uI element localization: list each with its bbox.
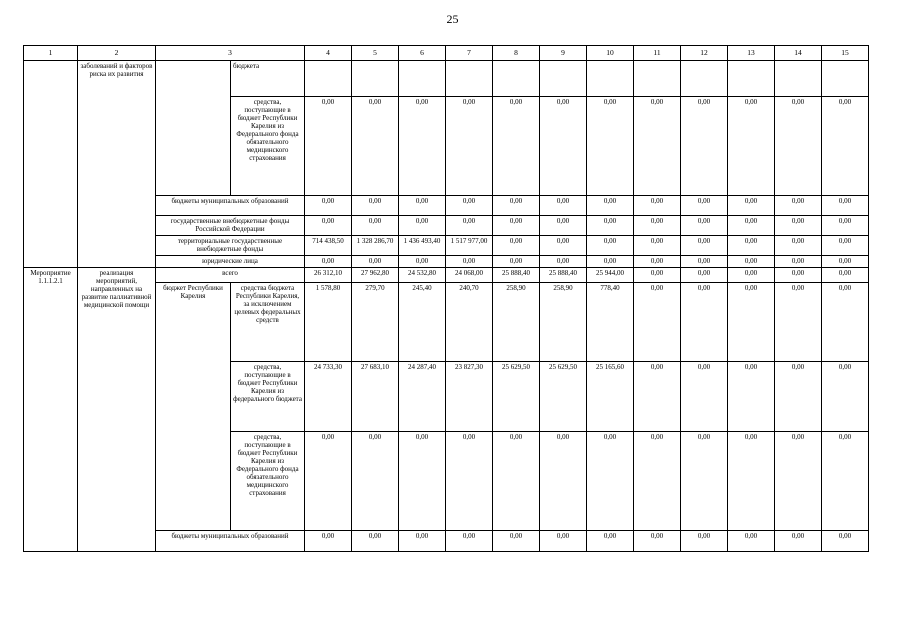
- value-cell: 0,00: [540, 216, 587, 236]
- header-cell: 2: [78, 46, 156, 61]
- value-cell: 0,00: [446, 97, 493, 196]
- value-cell: 0,00: [728, 256, 775, 268]
- value-cell: 0,00: [822, 432, 869, 531]
- value-cell: 0,00: [352, 432, 399, 531]
- value-cell: 0,00: [493, 216, 540, 236]
- table-row: [24, 268, 869, 283]
- value-cell: [399, 61, 446, 97]
- header-cell: 5: [352, 46, 399, 61]
- event-code-cell: Мероприятие 1.1.1.2.1: [24, 268, 78, 552]
- value-cell: 0,00: [822, 216, 869, 236]
- header-cell: 13: [728, 46, 775, 61]
- value-cell: 0,00: [446, 531, 493, 552]
- value-cell: 714 438,50: [305, 236, 352, 256]
- value-cell: 0,00: [634, 216, 681, 236]
- value-cell: 0,00: [399, 531, 446, 552]
- source-label: бюджеты муниципальных образований: [156, 196, 305, 216]
- value-cell: 0,00: [540, 196, 587, 216]
- value-cell: [681, 61, 728, 97]
- source-label: всего: [156, 268, 305, 283]
- value-cell: 778,40: [587, 283, 634, 362]
- value-cell: 0,00: [446, 432, 493, 531]
- header-cell: 3: [156, 46, 305, 61]
- value-cell: 0,00: [305, 97, 352, 196]
- event-name-cell: заболеваний и факторов риска их развития: [78, 61, 156, 268]
- value-cell: 0,00: [399, 196, 446, 216]
- source-label: средства, поступающие в бюджет Республики Карелия из Федерального фонда обязательного медицинского страхования: [231, 432, 305, 531]
- value-cell: 26 312,10: [305, 268, 352, 283]
- value-cell: [493, 61, 540, 97]
- value-cell: 0,00: [775, 236, 822, 256]
- value-cell: [822, 61, 869, 97]
- source-label: бюджеты муниципальных образований: [156, 531, 305, 552]
- value-cell: 0,00: [681, 432, 728, 531]
- value-cell: 0,00: [728, 362, 775, 432]
- value-cell: 0,00: [305, 531, 352, 552]
- value-cell: 24 733,30: [305, 362, 352, 432]
- event-code-cell: [24, 61, 78, 268]
- value-cell: 0,00: [352, 97, 399, 196]
- value-cell: 0,00: [634, 531, 681, 552]
- value-cell: 0,00: [446, 216, 493, 236]
- value-cell: 0,00: [775, 216, 822, 236]
- value-cell: 0,00: [305, 256, 352, 268]
- value-cell: [305, 61, 352, 97]
- value-cell: 0,00: [446, 256, 493, 268]
- value-cell: 0,00: [540, 256, 587, 268]
- source-label: юридические лица: [156, 256, 305, 268]
- value-cell: 0,00: [728, 283, 775, 362]
- value-cell: 0,00: [822, 362, 869, 432]
- value-cell: 258,90: [493, 283, 540, 362]
- value-cell: 0,00: [822, 256, 869, 268]
- value-cell: 25 888,40: [493, 268, 540, 283]
- value-cell: [587, 61, 634, 97]
- source-label: средства, поступающие в бюджет Республики Карелия из Федерального фонда обязательного медицинского страхования: [231, 97, 305, 196]
- value-cell: 0,00: [822, 283, 869, 362]
- value-cell: 0,00: [681, 216, 728, 236]
- source-label: средства бюджета Республики Карелия, за исключением целевых федеральных средств: [231, 283, 305, 362]
- header-cell: 11: [634, 46, 681, 61]
- value-cell: 0,00: [681, 283, 728, 362]
- value-cell: 0,00: [305, 196, 352, 216]
- value-cell: [446, 61, 493, 97]
- value-cell: 0,00: [399, 432, 446, 531]
- value-cell: 1 517 977,00: [446, 236, 493, 256]
- value-cell: 258,90: [540, 283, 587, 362]
- value-cell: [540, 61, 587, 97]
- budget-group-cell: бюджет Республики Карелия: [156, 283, 231, 531]
- value-cell: 23 827,30: [446, 362, 493, 432]
- value-cell: 1 578,80: [305, 283, 352, 362]
- header-cell: 1: [24, 46, 78, 61]
- value-cell: 0,00: [775, 283, 822, 362]
- value-cell: 0,00: [634, 196, 681, 216]
- header-cell: 7: [446, 46, 493, 61]
- source-label: средства, поступающие в бюджет Республики Карелия из федерального бюджета: [231, 362, 305, 432]
- value-cell: 1 436 493,40: [399, 236, 446, 256]
- value-cell: 0,00: [634, 362, 681, 432]
- value-cell: 0,00: [728, 268, 775, 283]
- value-cell: 27 683,10: [352, 362, 399, 432]
- page-number: 25: [446, 12, 459, 26]
- value-cell: [775, 61, 822, 97]
- value-cell: 0,00: [681, 362, 728, 432]
- value-cell: 0,00: [775, 268, 822, 283]
- value-cell: 279,70: [352, 283, 399, 362]
- value-cell: 0,00: [681, 97, 728, 196]
- value-cell: 0,00: [728, 432, 775, 531]
- value-cell: 0,00: [305, 216, 352, 236]
- value-cell: 27 962,80: [352, 268, 399, 283]
- value-cell: 0,00: [587, 236, 634, 256]
- header-cell: 12: [681, 46, 728, 61]
- value-cell: 240,70: [446, 283, 493, 362]
- value-cell: 0,00: [775, 196, 822, 216]
- value-cell: 0,00: [540, 432, 587, 531]
- value-cell: 25 944,00: [587, 268, 634, 283]
- value-cell: 0,00: [352, 196, 399, 216]
- value-cell: 245,40: [399, 283, 446, 362]
- value-cell: 0,00: [493, 97, 540, 196]
- value-cell: 0,00: [587, 531, 634, 552]
- value-cell: 25 165,60: [587, 362, 634, 432]
- value-cell: 0,00: [493, 531, 540, 552]
- value-cell: 0,00: [493, 432, 540, 531]
- header-cell: 4: [305, 46, 352, 61]
- value-cell: 0,00: [681, 256, 728, 268]
- value-cell: 0,00: [634, 236, 681, 256]
- value-cell: 0,00: [681, 236, 728, 256]
- value-cell: 0,00: [822, 236, 869, 256]
- header-cell: 10: [587, 46, 634, 61]
- value-cell: 0,00: [634, 283, 681, 362]
- value-cell: 0,00: [587, 97, 634, 196]
- value-cell: 0,00: [587, 256, 634, 268]
- value-cell: 25 629,50: [493, 362, 540, 432]
- value-cell: 0,00: [399, 256, 446, 268]
- value-cell: 24 532,80: [399, 268, 446, 283]
- value-cell: 0,00: [728, 236, 775, 256]
- value-cell: 24 068,00: [446, 268, 493, 283]
- source-label: бюджета: [231, 61, 305, 97]
- header-cell: 8: [493, 46, 540, 61]
- value-cell: [634, 61, 681, 97]
- value-cell: 0,00: [352, 531, 399, 552]
- value-cell: 0,00: [540, 236, 587, 256]
- value-cell: 0,00: [775, 531, 822, 552]
- value-cell: 0,00: [822, 97, 869, 196]
- source-label: территориальные государственные внебюджетные фонды: [156, 236, 305, 256]
- value-cell: 0,00: [822, 531, 869, 552]
- value-cell: 25 629,50: [540, 362, 587, 432]
- value-cell: 0,00: [587, 432, 634, 531]
- value-cell: 0,00: [399, 97, 446, 196]
- value-cell: 0,00: [493, 236, 540, 256]
- value-cell: 0,00: [728, 196, 775, 216]
- value-cell: 0,00: [822, 268, 869, 283]
- budget-group-cell: [156, 61, 231, 196]
- value-cell: 0,00: [728, 97, 775, 196]
- header-cell: 6: [399, 46, 446, 61]
- table-row: [24, 61, 869, 97]
- value-cell: 0,00: [587, 216, 634, 236]
- event-name-cell: реализация мероприятий, направленных на развитие паллиативной медицинской помощи: [78, 268, 156, 552]
- header-cell: 14: [775, 46, 822, 61]
- value-cell: 0,00: [775, 97, 822, 196]
- header-row: [24, 46, 869, 61]
- value-cell: 0,00: [681, 268, 728, 283]
- value-cell: 0,00: [540, 531, 587, 552]
- value-cell: 0,00: [822, 196, 869, 216]
- value-cell: 0,00: [775, 256, 822, 268]
- value-cell: 0,00: [540, 97, 587, 196]
- value-cell: 0,00: [681, 196, 728, 216]
- value-cell: 0,00: [305, 432, 352, 531]
- value-cell: 0,00: [728, 531, 775, 552]
- value-cell: 0,00: [352, 256, 399, 268]
- value-cell: 0,00: [634, 97, 681, 196]
- budget-table: [23, 45, 869, 552]
- value-cell: 0,00: [634, 268, 681, 283]
- value-cell: [728, 61, 775, 97]
- value-cell: 0,00: [446, 196, 493, 216]
- value-cell: 1 328 286,70: [352, 236, 399, 256]
- value-cell: 0,00: [775, 362, 822, 432]
- value-cell: 0,00: [493, 196, 540, 216]
- value-cell: [352, 61, 399, 97]
- header-cell: 15: [822, 46, 869, 61]
- header-cell: 9: [540, 46, 587, 61]
- value-cell: 0,00: [634, 432, 681, 531]
- value-cell: 0,00: [587, 196, 634, 216]
- source-label: государственные внебюджетные фонды Российской Федерации: [156, 216, 305, 236]
- value-cell: 0,00: [728, 216, 775, 236]
- value-cell: 0,00: [352, 216, 399, 236]
- value-cell: 24 287,40: [399, 362, 446, 432]
- value-cell: 0,00: [399, 216, 446, 236]
- value-cell: 0,00: [493, 256, 540, 268]
- value-cell: 0,00: [634, 256, 681, 268]
- value-cell: 0,00: [775, 432, 822, 531]
- value-cell: 0,00: [681, 531, 728, 552]
- value-cell: 25 888,40: [540, 268, 587, 283]
